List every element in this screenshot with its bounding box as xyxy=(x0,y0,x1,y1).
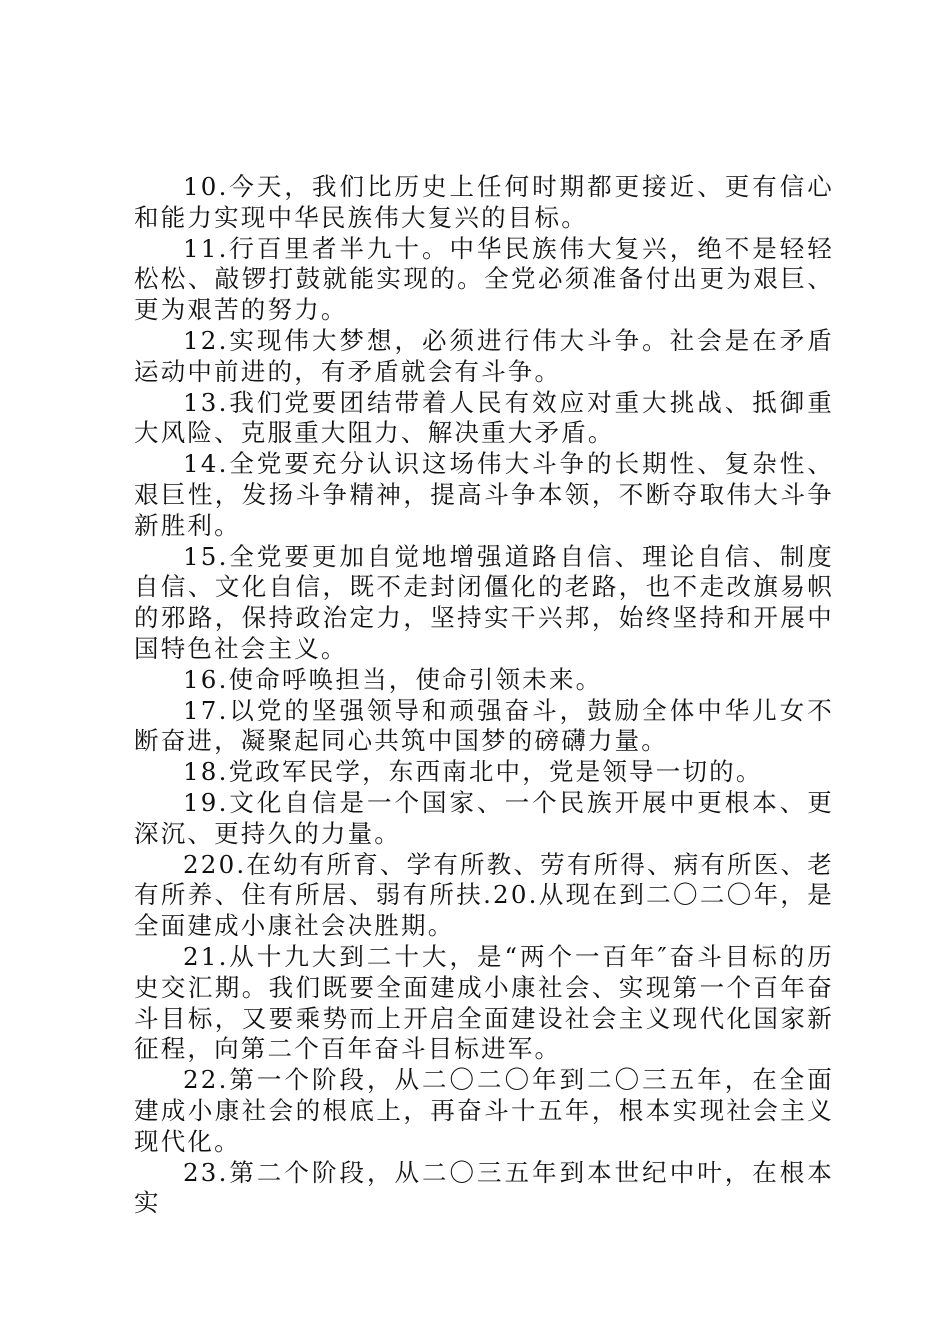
paragraph-220: 220.在幼有所育、学有所教、劳有所得、病有所医、老有所养、住有所居、弱有所扶.20.从现在到二〇二〇年，是全面建成小康社会决胜期。 xyxy=(134,849,834,941)
paragraph-12: 12.实现伟大梦想，必须进行伟大斗争。社会是在矛盾运动中前进的，有矛盾就会有斗争。 xyxy=(134,325,834,386)
paragraph-22: 22.第一个阶段，从二〇二〇年到二〇三五年，在全面建成小康社会的根底上，再奋斗十五年，根本实现社会主义现代化。 xyxy=(134,1065,834,1156)
paragraph-19: 19.文化自信是一个国家、一个民族开展中更根本、更深沉、更持久的力量。 xyxy=(134,787,834,848)
document-body xyxy=(134,172,834,1219)
paragraph-13: 13.我们党要团结带着人民有效应对重大挑战、抵御重大风险、克服重大阻力、解决重大矛盾。 xyxy=(134,387,834,448)
paragraph-10: 10.今天，我们比历史上任何时期都更接近、更有信心和能力实现中华民族伟大复兴的目标。 xyxy=(134,172,834,232)
paragraph-14: 14.全党要充分认识这场伟大斗争的长期性、复杂性、艰巨性，发扬斗争精神，提高斗争本领，不断夺取伟大斗争新胜利。 xyxy=(134,449,834,540)
paragraph-21: 21.从十九大到二十大，是“两个一百年″奋斗目标的历史交汇期。我们既要全面建成小康社会、实现第一个百年奋斗目标，又要乘势而上开启全面建设社会主义现代化国家新征程，向第二个百年奋斗目标进军。 xyxy=(134,941,834,1064)
paragraph-18: 18.党政军民学，东西南北中，党是领导一切的。 xyxy=(183,757,763,787)
paragraph-11: 11.行百里者半九十。中华民族伟大复兴，绝不是轻轻松松、敲锣打鼓就能实现的。全党必须准备付出更为艰巨、更为艰苦的努力。 xyxy=(134,233,834,325)
paragraph-23: 23.第二个阶段，从二〇三五年到本世纪中叶，在根本实 xyxy=(134,1157,834,1218)
paragraph-17: 17.以党的坚强领导和顽强奋斗，鼓励全体中华儿女不断奋进，凝聚起同心共筑中国梦的磅礴力量。 xyxy=(134,695,834,756)
paragraph-15: 15.全党要更加自觉地增强道路自信、理论自信、制度自信、文化自信，既不走封闭僵化的老路，也不走改旗易帜的邪路，保持政治定力，坚持实干兴邦，始终坚持和开展中国特色社会主义。 xyxy=(134,541,834,663)
paragraph-16: 16.使命呼唤担当，使命引领未来。 xyxy=(183,664,603,694)
